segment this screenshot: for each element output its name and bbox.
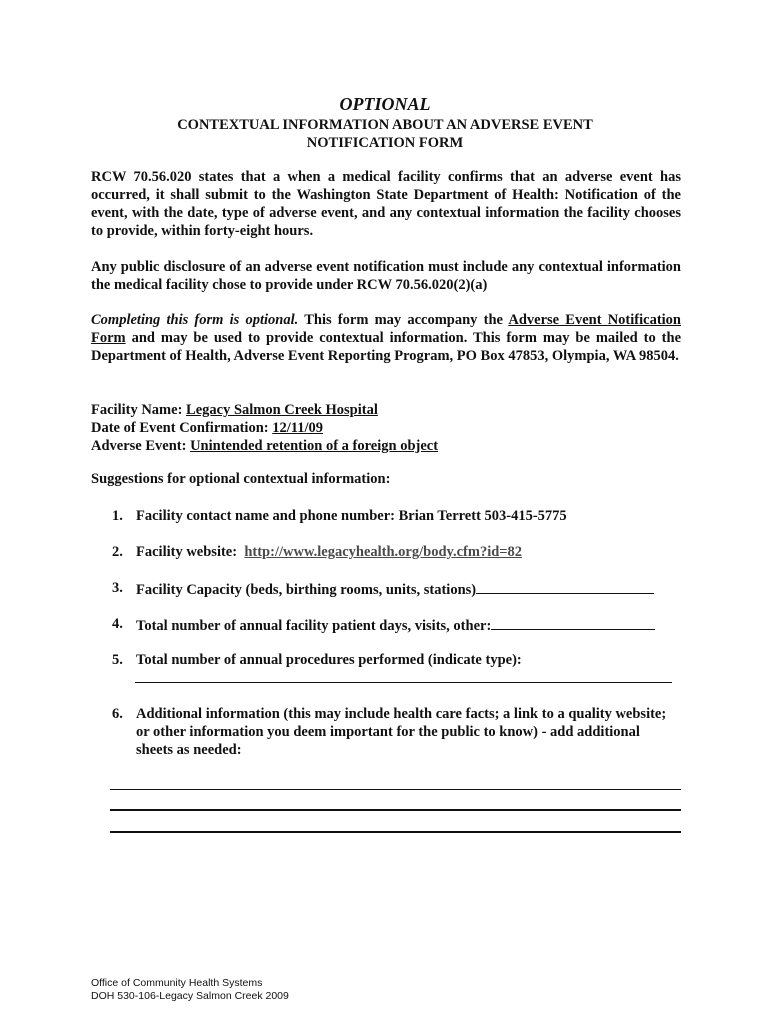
list-item-text <box>136 543 676 561</box>
adverse-event-label: Adverse Event: <box>91 438 187 454</box>
disclosure-paragraph: Any public disclosure of an adverse event notification must include any contextual information the medical facility chose to provide under RCW 70.56.020(2)(a) <box>91 259 681 293</box>
suggestions-heading: Suggestions for optional contextual information: <box>91 471 391 487</box>
list-item-text <box>136 579 676 599</box>
capacity-blank[interactable] <box>476 579 654 594</box>
list-item-text <box>136 615 676 635</box>
facility-name-value: Legacy Salmon Creek Hospital <box>186 402 378 418</box>
list-item-text <box>136 507 676 525</box>
list-item-number: 4. <box>112 616 123 632</box>
adverse-event-value: Unintended retention of a foreign object <box>190 438 439 454</box>
contact-label: Facility contact name and phone number: <box>136 508 395 524</box>
capacity-label: Facility Capacity (beds, birthing rooms, units, stations) <box>136 582 477 598</box>
list-item-text: Additional information (this may include health care facts; a link to a quality website; or other information you deem important for the public to know) - add additional sheets as needed: <box>136 706 667 758</box>
facility-name-label: Facility Name: <box>91 402 183 418</box>
list-item-number: 6. <box>112 706 123 722</box>
list-item-number: 2. <box>112 544 123 560</box>
additional-info-line-1[interactable] <box>110 789 681 790</box>
event-date-row <box>91 419 691 437</box>
website-label: Facility website: <box>136 544 238 560</box>
optional-text-post: and may be used to provide contextual information. This form may be mailed to the Department of Health, Adverse Event Reporting Program, PO Box 47853, Olympia, WA 98504. <box>91 330 682 364</box>
optional-paragraph <box>91 311 681 365</box>
event-date-value: 12/11/09 <box>272 420 323 436</box>
additional-info-line-3[interactable] <box>110 831 681 833</box>
procedures-label: Total number of annual procedures performed (indicate type): <box>136 652 522 668</box>
facility-details <box>91 401 691 455</box>
adverse-event-row <box>91 437 691 455</box>
adverse-event-form-link[interactable]: Adverse Event Notification Form <box>91 312 682 346</box>
list-item-number: 5. <box>112 652 123 668</box>
procedures-blank[interactable] <box>135 682 672 683</box>
event-date-label: Date of Event Confirmation: <box>91 420 269 436</box>
facility-name-row <box>91 401 691 419</box>
patient-days-blank[interactable] <box>491 615 655 630</box>
form-title <box>0 116 770 152</box>
contact-value: Brian Terrett 503-415-5775 <box>398 508 567 524</box>
footer-office: Office of Community Health Systems <box>91 977 263 989</box>
optional-text-pre: This form may accompany the <box>304 312 503 328</box>
optional-notice: Completing this form is optional. <box>91 312 299 328</box>
footer-doc-number: DOH 530-106-Legacy Salmon Creek 2009 <box>91 990 289 1002</box>
footer <box>91 977 289 1003</box>
website-link[interactable]: http://www.legacyhealth.org/body.cfm?id=82 <box>244 544 523 560</box>
patient-days-label: Total number of annual facility patient days, visits, other: <box>136 618 492 634</box>
optional-heading: OPTIONAL <box>339 94 431 114</box>
rcw-paragraph: RCW 70.56.020 states that a when a medical facility confirms that an adverse event has occurred, it shall submit to the Washington State Department of Health: Notification of the event, with the date, type of adverse event, and any contextual information the facility chooses to provide, within forty-eight hours. <box>91 169 681 239</box>
list-item-text <box>136 651 676 669</box>
additional-info-line-2[interactable] <box>110 809 681 811</box>
list-item-number: 3. <box>112 580 123 596</box>
list-item-number: 1. <box>112 508 123 524</box>
form-title-line2: NOTIFICATION FORM <box>306 135 464 151</box>
form-title-line1: CONTEXTUAL INFORMATION ABOUT AN ADVERSE EVENT <box>177 117 593 133</box>
